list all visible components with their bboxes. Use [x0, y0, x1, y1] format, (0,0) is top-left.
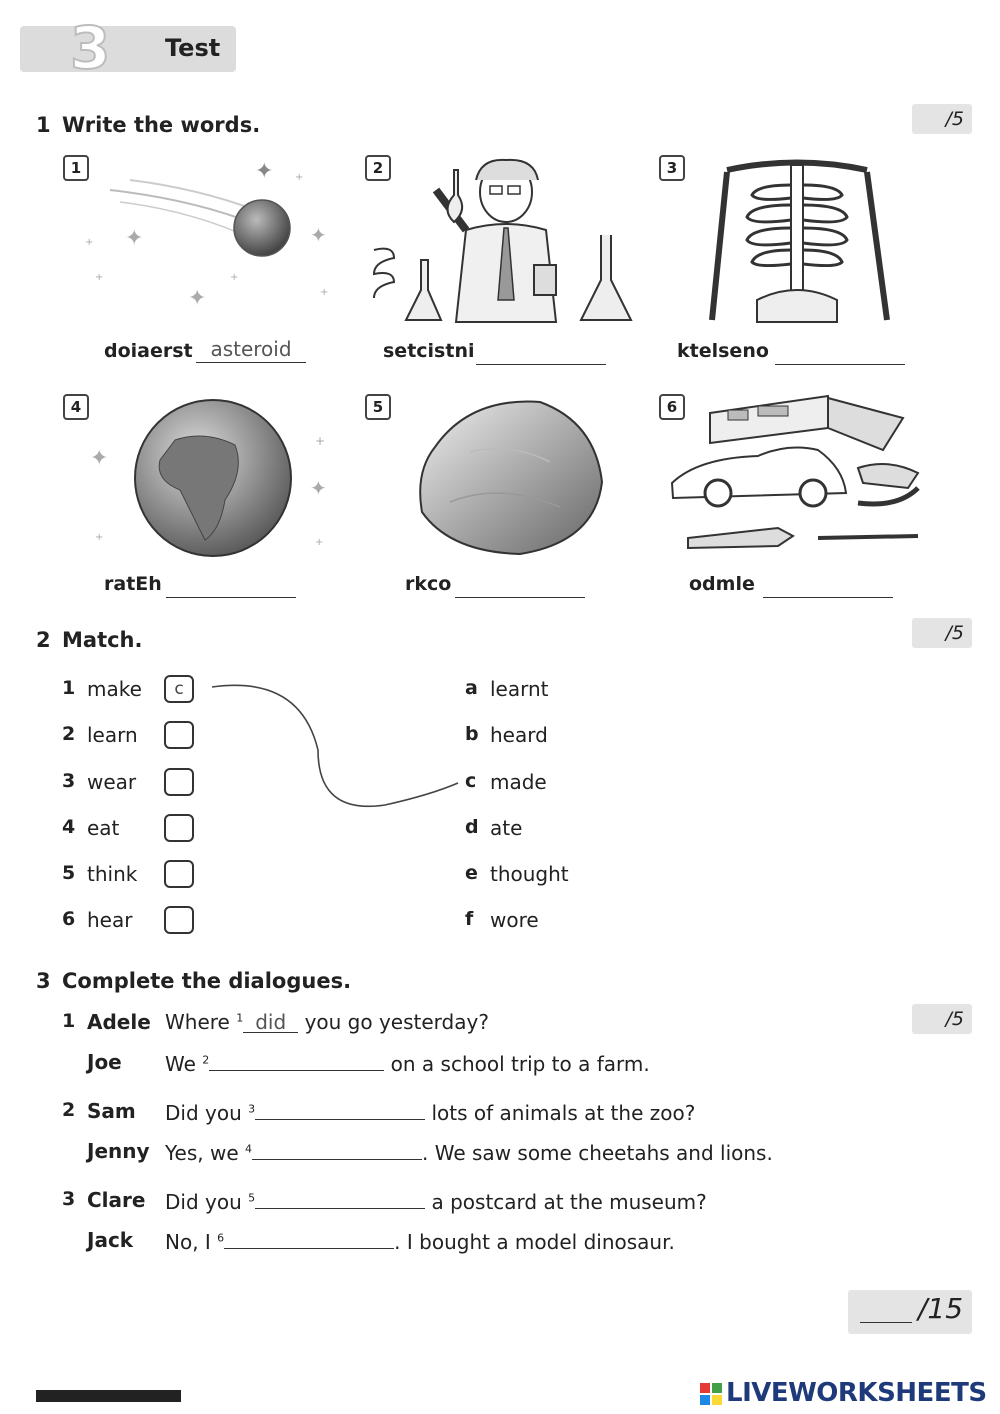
match-left-word-2: learn — [87, 723, 138, 747]
earth-icon — [85, 390, 335, 560]
blank-number-3: 3 — [248, 1102, 256, 1116]
dialogue3-line-b-before: No, I — [165, 1230, 211, 1254]
item6-number: 6 — [659, 394, 685, 420]
svg-text:+: + — [295, 172, 304, 183]
item1-scrambled: doiaerst — [104, 340, 193, 362]
dialogue2-speaker-a: Sam — [87, 1099, 136, 1123]
item2-number: 2 — [365, 155, 391, 181]
section3-score: /5 — [912, 1004, 972, 1034]
svg-text:+: + — [95, 532, 104, 543]
page-title: Test — [165, 34, 221, 62]
match-answer-box-4[interactable] — [164, 814, 194, 842]
svg-text:✦: ✦ — [310, 223, 327, 247]
match-answer-box-2[interactable] — [164, 721, 194, 749]
match-right-letter-c: c — [465, 770, 477, 792]
dialogue2-line-a-after: lots of animals at the zoo? — [431, 1101, 696, 1125]
match-left-word-4: eat — [87, 816, 120, 840]
dialogue3-line-a-before: Did you — [165, 1190, 242, 1214]
watermark: LIVEWORKSHEETS — [726, 1378, 987, 1408]
match-right-letter-a: a — [465, 677, 478, 699]
asteroid-icon — [70, 150, 340, 320]
item6-answer-field[interactable] — [763, 573, 893, 598]
dialogue2-line-a — [165, 1099, 695, 1125]
svg-text:+: + — [315, 537, 324, 548]
section1-score: /5 — [912, 104, 972, 134]
dialogue1-number: 1 — [62, 1010, 76, 1032]
total-score-line[interactable] — [860, 1322, 912, 1323]
unit-number: 3 — [70, 14, 109, 82]
item5-scrambled: rkco — [405, 573, 452, 595]
match-left-word-6: hear — [87, 908, 133, 932]
match-left-num-6: 6 — [62, 908, 76, 930]
item5-number: 5 — [365, 394, 391, 420]
match-right-letter-e: e — [465, 862, 478, 884]
match-answer-box-3[interactable] — [164, 768, 194, 796]
match-left-num-2: 2 — [62, 723, 76, 745]
item2-scrambled: setcistni — [383, 340, 475, 362]
item4-scrambled: ratEh — [104, 573, 162, 595]
liveworksheets-logo-icon — [700, 1383, 722, 1409]
item5-answer-field[interactable] — [455, 573, 585, 598]
total-score-label: /15 — [918, 1292, 964, 1325]
match-answer-box-6[interactable] — [164, 906, 194, 934]
scientist-icon — [366, 150, 642, 322]
dialogue1-line-b — [165, 1050, 650, 1076]
item1-number: 1 — [63, 155, 89, 181]
match-right-word-d: ate — [490, 816, 523, 840]
footer-bar — [36, 1390, 181, 1402]
match-right-letter-d: d — [465, 816, 479, 838]
dialogue1-speaker-b: Joe — [87, 1050, 122, 1074]
dialogue2-speaker-b: Jenny — [87, 1139, 150, 1163]
dialogue2-line-a-before: Did you — [165, 1101, 242, 1125]
item6-scrambled: odmle — [689, 573, 755, 595]
svg-text:✦: ✦ — [255, 159, 274, 184]
match-answer-box-5[interactable] — [164, 860, 194, 888]
section2-title: Match. — [62, 628, 143, 652]
blank-4-field[interactable] — [252, 1139, 422, 1160]
dialogue1-line-b-before: We — [165, 1052, 196, 1076]
section2-number: 2 — [36, 628, 51, 652]
match-right-letter-b: b — [465, 723, 479, 745]
blank-3-field[interactable] — [255, 1099, 425, 1120]
dialogue2-line-b — [165, 1139, 773, 1165]
match-right-letter-f: f — [465, 908, 474, 930]
svg-text:+: + — [85, 237, 94, 248]
dialogue1-line-b-after: on a school trip to a farm. — [390, 1052, 650, 1076]
match-right-word-a: learnt — [490, 677, 549, 701]
dialogue3-speaker-a: Clare — [87, 1188, 146, 1212]
dialogue3-number: 3 — [62, 1188, 76, 1210]
blank-1-field[interactable]: did — [243, 1012, 298, 1033]
dialogue3-line-b-after: . I bought a model dinosaur. — [394, 1230, 675, 1254]
match-left-num-5: 5 — [62, 862, 76, 884]
match-right-word-f: wore — [490, 908, 539, 932]
section1-number: 1 — [36, 113, 51, 137]
match-left-num-4: 4 — [62, 816, 76, 838]
dialogue3-line-a — [165, 1188, 707, 1214]
item3-number: 3 — [659, 155, 685, 181]
item3-answer-field[interactable] — [775, 340, 905, 365]
blank-number-6: 6 — [217, 1231, 225, 1245]
model-car-icon — [668, 388, 930, 560]
skeleton-icon — [697, 150, 907, 322]
match-right-word-c: made — [490, 770, 547, 794]
svg-text:+: + — [315, 434, 326, 448]
match-connector-line — [200, 675, 470, 820]
match-right-word-e: thought — [490, 862, 569, 886]
dialogue3-line-b — [165, 1228, 675, 1254]
dialogue1-line-a — [165, 1010, 489, 1034]
match-left-num-1: 1 — [62, 677, 76, 699]
svg-text:✦: ✦ — [90, 446, 109, 471]
dialogue1-line-a-before: Where — [165, 1010, 230, 1034]
item4-answer-field[interactable] — [166, 573, 296, 598]
blank-number-5: 5 — [248, 1191, 256, 1205]
dialogue2-line-b-after: . We saw some cheetahs and lions. — [422, 1141, 773, 1165]
match-left-word-3: wear — [87, 770, 137, 794]
item1-answer-field[interactable]: asteroid — [196, 338, 306, 363]
dialogue3-speaker-b: Jack — [87, 1228, 134, 1252]
svg-text:+: + — [320, 287, 329, 298]
item4-number: 4 — [63, 394, 89, 420]
match-right-word-b: heard — [490, 723, 548, 747]
blank-number-1: 1 — [236, 1011, 244, 1025]
item3-scrambled: ktelseno — [677, 340, 769, 362]
svg-text:✦: ✦ — [188, 286, 207, 311]
dialogue2-line-b-before: Yes, we — [165, 1141, 239, 1165]
svg-text:+: + — [95, 272, 104, 283]
item2-answer-field[interactable] — [476, 340, 606, 365]
blank-number-4: 4 — [245, 1142, 253, 1156]
blank-2-field[interactable] — [209, 1050, 384, 1071]
dialogue1-line-a-after: you go yesterday? — [304, 1010, 489, 1034]
blank-6-field[interactable] — [224, 1228, 394, 1249]
match-left-word-5: think — [87, 862, 138, 886]
svg-text:✦: ✦ — [125, 226, 144, 251]
section2-score: /5 — [912, 618, 972, 648]
svg-text:✦: ✦ — [310, 476, 327, 500]
dialogue2-number: 2 — [62, 1099, 76, 1121]
dialogue1-speaker-a: Adele — [87, 1010, 151, 1034]
match-left-word-1: make — [87, 677, 142, 701]
match-left-num-3: 3 — [62, 770, 76, 792]
section3-title: Complete the dialogues. — [62, 969, 352, 993]
section3-number: 3 — [36, 969, 51, 993]
rock-icon — [410, 392, 610, 562]
svg-text:+: + — [230, 272, 239, 283]
blank-5-field[interactable] — [255, 1188, 425, 1209]
dialogue3-line-a-after: a postcard at the museum? — [431, 1190, 707, 1214]
blank-number-2: 2 — [202, 1053, 210, 1067]
match-answer-box-1[interactable]: c — [164, 675, 194, 703]
section1-title: Write the words. — [62, 113, 261, 137]
